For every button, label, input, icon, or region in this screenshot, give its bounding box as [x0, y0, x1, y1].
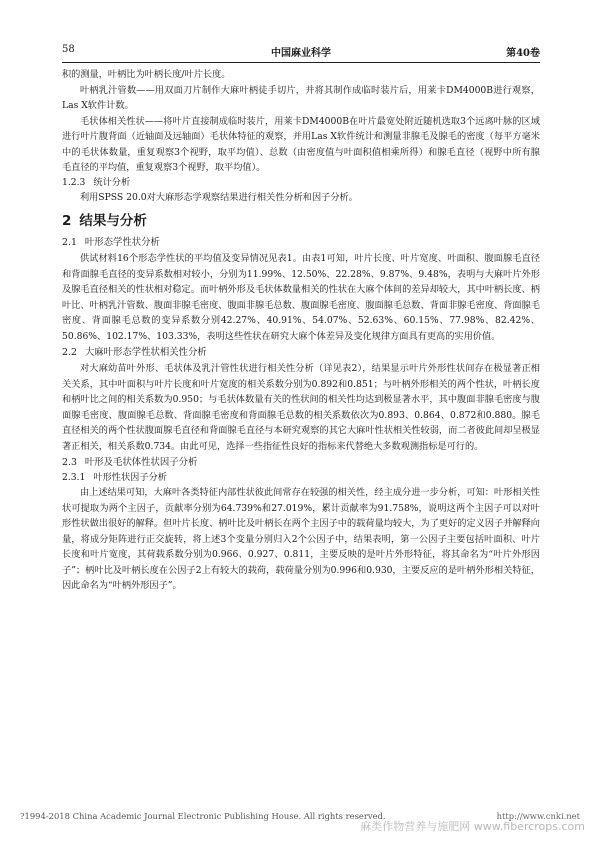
section-number: 2.1 — [62, 237, 77, 248]
section-number: 2.3.1 — [62, 472, 86, 483]
section-title: 叶形性状因子分析 — [93, 472, 167, 483]
page-number: 58 — [62, 44, 75, 55]
section-title: 结果与分析 — [79, 213, 147, 229]
section-2-heading — [62, 212, 540, 230]
section-2-1-heading — [62, 236, 540, 250]
section-title: 统计分析 — [93, 176, 131, 188]
section-title: 叶形及毛状体性状因子分析 — [84, 457, 198, 468]
section-2-3-heading — [62, 456, 540, 470]
running-header — [62, 44, 540, 62]
paragraph-correlation: 对大麻幼苗叶外形、毛状体及乳汁管性状进行相关性分析（详见表2），结果显示叶片外形性状间存在极显著正相关关系，其中叶面积与叶片长度和叶片宽度的相关系数分别为0.892和0.851；与叶柄外形相关的两个性状，叶柄长度和柄叶比之间的相关系数为0.950；与毛状体数量有关的性状间的相关性均达到极显著水平，其中腹面非腺毛密度与腹面腺毛密度、腹面腺毛总数、背面腺毛密度和背面腺毛总数的相关系数依次为0.893、0.864、0.872和0.880。腺毛直径相关的两个性状腹面腺毛直径和背面腺毛直径与本研究观察的其它大麻叶性状相关性较弱，而二者彼此间却呈极显著正相关，相关系数0.734。由此可见，选择一些指征性良好的指标来代替绝大多数观测指标是可行的。 — [62, 363, 540, 452]
volume-label: 第40卷 — [506, 48, 540, 59]
section-title: 叶形态学性状分析 — [84, 237, 160, 248]
copyright-notice: ?1994-2018 China Academic Journal Electronic Publishing House. All rights reserved. — [20, 811, 386, 821]
journal-title: 中国麻业科学 — [271, 48, 331, 59]
paragraph-latex-ducts: 叶柄乳汁管数——用双面刀片制作大麻叶柄徒手切片，并将其制作成临时装片后，用莱卡DM4000B进行观察，Las X软件计数。 — [62, 84, 540, 111]
paragraph-trichome-traits: 毛状体相关性状——将叶片直接制成临时装片，用莱卡DM4000B在叶片最宽处附近随机选取3个远离叶脉的区域进行叶片腹背面（近轴面及远轴面）毛状体特征的观察，并用Las X软件统计和测量非腺毛及腺毛的密度（每平方毫米中的毛状体数量，重复观察3个视野，取平均值）、总数（由密度值与叶面积值相乘所得）和腺毛直径（视野中所有腺毛直径的平均值，重复观察3个视野，取平均值）。 — [62, 115, 540, 173]
section-number: 2 — [62, 213, 72, 229]
section-title: 大麻叶形态学性状相关性分析 — [84, 347, 207, 358]
paragraph-statistics: 利用SPSS 20.0对大麻形态学观察结果进行相关性分析和因子分析。 — [79, 191, 358, 203]
section-2-2-heading — [62, 346, 540, 360]
site-watermark: 麻类作物营养与施肥网 www.fibercrops.com — [360, 820, 585, 833]
paragraph-variation: 供试材料16个形态学性状的平均值及变异情况见表1。由表1可知，叶片长度、叶片宽度、叶面积、腹面腺毛直径和背面腺毛直径的变异系数相对较小，分别为11.99%、12.50%、22.28%、9.87%、9.48%，表明与大麻叶片外形及腺毛直径相关的性状相对稳定。而叶柄外形及毛状体数量相关的性状在大麻个体间的差异却较大，其中叶柄长度、柄叶比、叶柄乳汁管数、腹面非腺毛密度、腹面非腺毛总数、腹面腺毛密度、腹面腺毛总数、背面非腺毛密度、背面腺毛密度、背面腺毛总数的变异系数分别42.27%、40.91%、54.07%、52.63%、60.15%、77.98%、82.42%、50.86%、102.17%、103.33%，表明这些性状在研究大麻个体差异及变化规律方面具有更高的实用价值。 — [62, 253, 540, 342]
paragraph-petiole-ratio: 积的测量，叶柄比为叶柄长度/叶片长度。 — [62, 69, 231, 80]
header-rule — [62, 62, 540, 63]
section-number: 1.2.3 — [62, 176, 86, 188]
article-body — [62, 67, 540, 594]
paragraph-factor-analysis: 由上述结果可知，大麻叶各类特征内部性状彼此间常存在较强的相关性，经主成分进一步分析，可知：叶形相关性状可提取为两个主因子，贡献率分别为64.739%和27.019%，累计贡献率为91.758%，说明这两个主因子可以对叶形性状做出很好的解释。但叶片长度、柄叶比及叶柄长在两个主因子中的载荷量均较大，为了更好的定义因子并解释向量，将成分矩阵进行正交旋转，将上述3个变量分别归入2个公因子中，结果表明，第一公因子主要包括叶面积、叶片长度和叶片宽度，其荷载系数分别为0.966、0.927、0.811，主要反映的是叶片外形特征，将其命名为“叶片外形因子”；柄叶比及叶柄长度在公因子2上有较大的载荷，载荷量分别为0.996和0.930，主要反应的是叶柄外形相关特征，因此命名为“叶柄外形因子”。 — [62, 487, 540, 591]
section-1-2-3-heading — [62, 176, 540, 190]
section-number: 2.3 — [62, 457, 77, 468]
publisher-site: http://www.cnki.net — [496, 811, 580, 821]
section-2-3-1-heading — [62, 471, 540, 485]
section-number: 2.2 — [62, 347, 77, 358]
